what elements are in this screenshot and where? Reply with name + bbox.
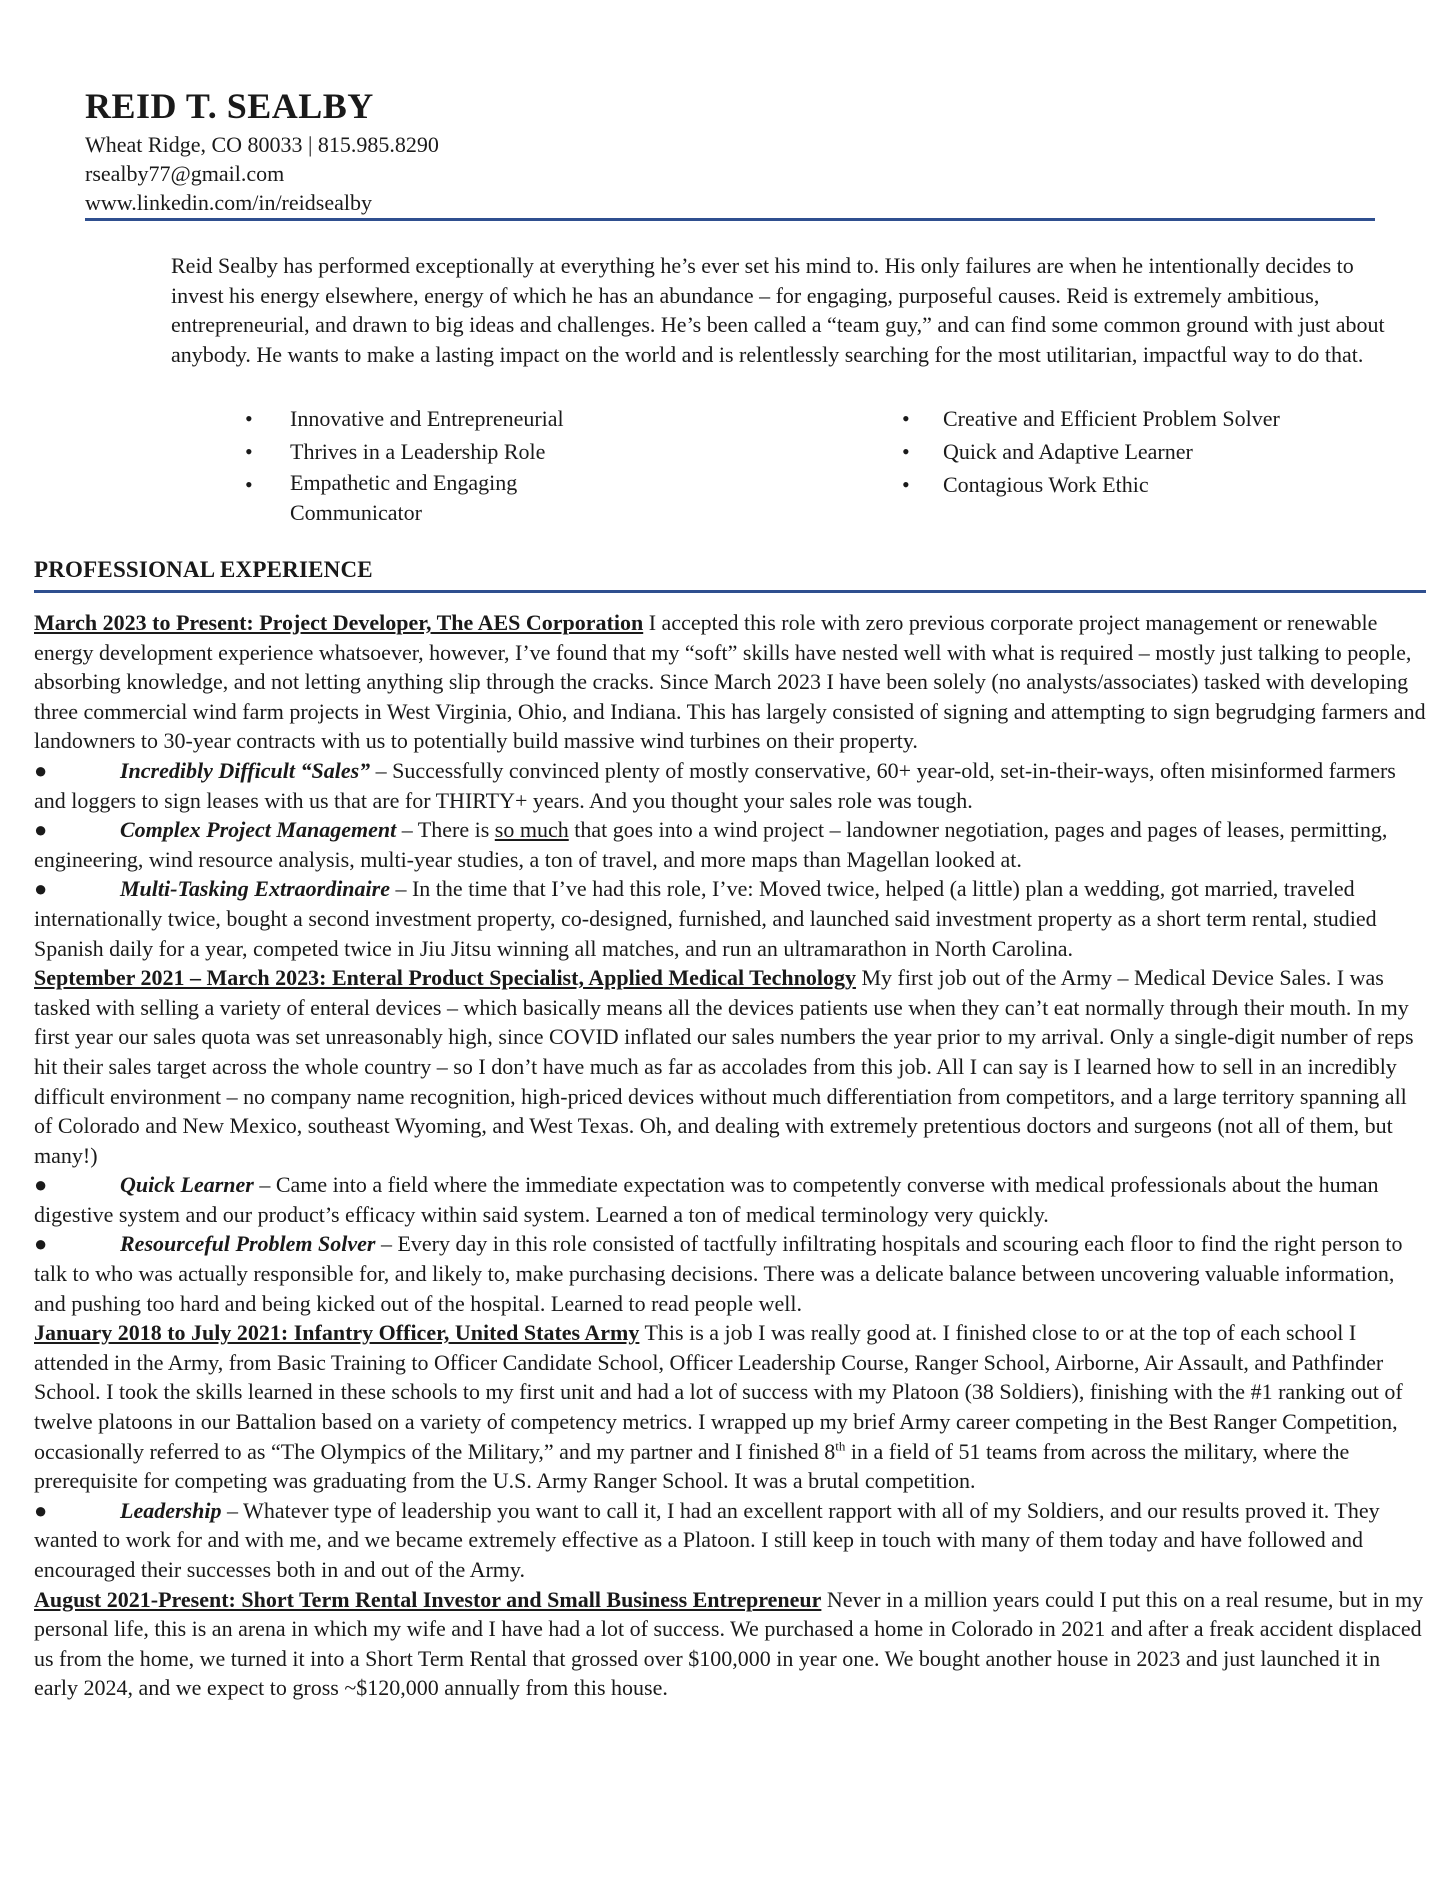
list-item [34,756,1426,815]
section-heading-experience: PROFESSIONAL EXPERIENCE [34,557,373,582]
bullet-title: Incredibly Difficult “Sales” [120,757,371,783]
address-phone: Wheat Ridge, CO 80033 | 815.985.8290 [85,132,439,157]
contact-block [85,130,439,217]
ordinal-suffix: th [835,1438,846,1454]
list-item [34,1170,1426,1229]
job-desc-army-cont: in a field of 51 teams from across the military, where the prerequisite for competing was graduating from the U.S. Army Ranger School. It was a brutal competition. [34,1438,1350,1494]
bullet-text: – Whatever type of leadership you want to call it, I had an excellent rapport with all of my Soldiers, and our results proved it. They wanted to work for and with me, and we became extremely effective as a Platoon. I still keep in touch with many of them today and have followed and encouraged their successes both in and out of the Army. [34,1497,1380,1582]
bullet-title: Complex Project Management [120,817,397,843]
bullet-dot-r2: • [902,439,910,464]
bullet-text: – Came into a field where the immediate expectation was to competently converse with medical professionals about the human digestive system and our product’s efficacy within said system. Learned a ton of medical terminology very quickly. [34,1172,1379,1227]
section-divider [34,590,1426,593]
experience-section [34,608,1426,1703]
bullet-dot-l3: • [245,472,253,497]
email[interactable]: rsealby77@gmail.com [85,161,285,186]
bullet-text-underline: so much [494,817,569,843]
job-desc-str-investor: Never in a million years could I put this on a real resume, but in my personal life, this is an arena in which my wife and I have had a lot of success. We purchased a home in Colorado in 2021 and after a freak accident displaced us from the home, we turned it into a Short Term Rental that grossed over $100,000 in year one. We bought another house in 2023 and just launched it in early 2024, and we expect to gross ~$120,000 annually from this house. [34,1586,1424,1701]
bullet-dot: ● [34,1172,48,1198]
list-item [34,1229,1426,1318]
bullet-left-3: Empathetic and Engaging Communicator [290,470,518,525]
summary-paragraph: Reid Sealby has performed exceptionally at everything he’s ever set his mind to. His only failures are when he intentionally decides to invest his energy elsewhere, energy of which he has an abundance – for engaging, purposeful causes. Reid is extremely ambitious, entrepreneurial, and drawn to big ideas and challenges. He’s been called a “team guy,” and can find some common ground with just about anybody. He wants to make a lasting impact on the world and is relentlessly searching for the most utilitarian, impactful way to do that. [171,253,1385,367]
bullet-dot-l1: • [245,406,253,431]
bullet-text: – Successfully convinced plenty of mostly conservative, 60+ year-old, set-in-their-ways, often misinformed farmers and loggers to sign leases with us that are for THIRTY+ years. And you thought your sales role was tough. [34,757,1396,813]
job-title-str-investor: August 2021-Present: Short Term Rental Investor and Small Business Entrepreneur [34,1586,822,1612]
bullet-right-2: Quick and Adaptive Learner [943,439,1193,464]
job-applied-medical [34,963,1426,1170]
list-item [34,874,1426,963]
bullet-text: – Every day in this role consisted of tactfully infiltrating hospitals and scouring each floor to find the right person to talk to who was actually responsible for, and likely to, make purchasing decisions. There was a delicate balance between uncovering valuable information, and pushing too hard and being kicked out of the hospital. Learned to read people well. [34,1231,1403,1316]
job-title-army: January 2018 to July 2021: Infantry Officer, United States Army [34,1320,640,1346]
bullet-title: Multi-Tasking Extraordinaire [120,876,390,902]
job-desc-aes: I accepted this role with zero previous corporate project management or renewable energy development experience whatsoever, however, I’ve found that my “soft” skills have nested well with what is required – mostly just talking to people, absorbing knowledge, and not letting anything slip through the cracks. Since March 2023 I have been solely (no analysts/associates) tasked with developing three commercial wind farm projects in West Virginia, Ohio, and Indiana. This has largely consisted of signing and attempting to sign begrudging farmers and landowners to 30-year contracts with us to potentially build massive wind turbines on their property. [34,610,1426,754]
bullet-left-1: Innovative and Entrepreneurial [290,406,564,431]
job-title-aes: March 2023 to Present: Project Developer, The AES Corporation [34,610,644,635]
bullet-dot: ● [34,876,48,902]
job-army [34,1318,1426,1496]
bullet-dot-r3: • [902,472,910,497]
bullet-right-1: Creative and Efficient Problem Solver [943,406,1280,431]
bullet-dot: ● [34,817,48,843]
job-title-applied-medical: September 2021 – March 2023: Enteral Product Specialist, Applied Medical Technology [34,965,856,991]
bullet-title: Resourceful Problem Solver [120,1231,376,1257]
job-desc-applied-medical: My first job out of the Army – Medical Device Sales. I was tasked with selling a variety of enteral devices – which basically means all the devices patients use when they can’t eat normally through their mouth. In my first year our sales quota was set unreasonably high, since COVID inflated our sales numbers the year prior to my arrival. Only a single-digit number of reps hit their sales target across the whole country – so I don’t have much as far as accolades from this job. All I can say is I learned how to sell in an incredibly difficult environment – no company name recognition, high-priced devices without much differentiation from competitors, and a large territory spanning all of Colorado and New Mexico, southeast Wyoming, and West Texas. Oh, and dealing with extremely pretentious doctors and surgeons (not all of them, but many!) [34,965,1414,1168]
list-item [34,815,1426,874]
bullet-title: Quick Learner [120,1172,254,1198]
header-divider [85,218,1375,221]
bullet-text: that goes into a wind project – landowner negotiation, pages and pages of leases, permitting, engineering, wind resource analysis, multi-year studies, a ton of travel, and more maps than Magellan looked at. [34,817,1388,872]
bullet-dot-r1: • [902,406,910,431]
bullet-dot: ● [34,1231,48,1257]
job-desc-army: This is a job I was really good at. I finished close to or at the top of each school I attended in the Army, from Basic Training to Officer Candidate School, Officer Leadership Course, Ranger School, Airborne, Air Assault, and Pathfinder School. I took the skills learned in these schools to my first unit and had a lot of success with my Platoon (38 Soldiers), finishing with the #1 ranking out of twelve platoons in our Battalion based on a variety of competency metrics. I wrapped up my brief Army career competing in the Best Ranger Competition, occasionally referred to as “The Olympics of the Military,” and my partner and I finished 8 [34,1320,1403,1464]
job-str-investor [34,1585,1426,1703]
candidate-name: REID T. SEALBY [85,86,374,126]
bullet-text: – In the time that I’ve had this role, I’ve: Moved twice, helped (a little) plan a wedding, got married, traveled internationally twice, bought a second investment property, co-designed, furnished, and launched said investment property as a short term rental, studied Spanish daily for a year, competed twice in Jiu Jitsu winning all matches, and run an ultramarathon in North Carolina. [34,876,1377,961]
bullet-left-2: Thrives in a Leadership Role [290,439,546,464]
bullet-title: Leadership [120,1497,222,1523]
bullet-text: – There is [396,817,495,843]
linkedin-url[interactable]: www.linkedin.com/in/reidsealby [85,190,372,215]
job-aes [34,608,1426,756]
bullet-dot: ● [34,757,48,783]
bullet-right-3: Contagious Work Ethic [943,472,1149,497]
bullet-dot-l2: • [245,439,253,464]
bullet-dot: ● [34,1497,48,1523]
list-item [34,1496,1426,1585]
summary-section [171,251,1391,369]
